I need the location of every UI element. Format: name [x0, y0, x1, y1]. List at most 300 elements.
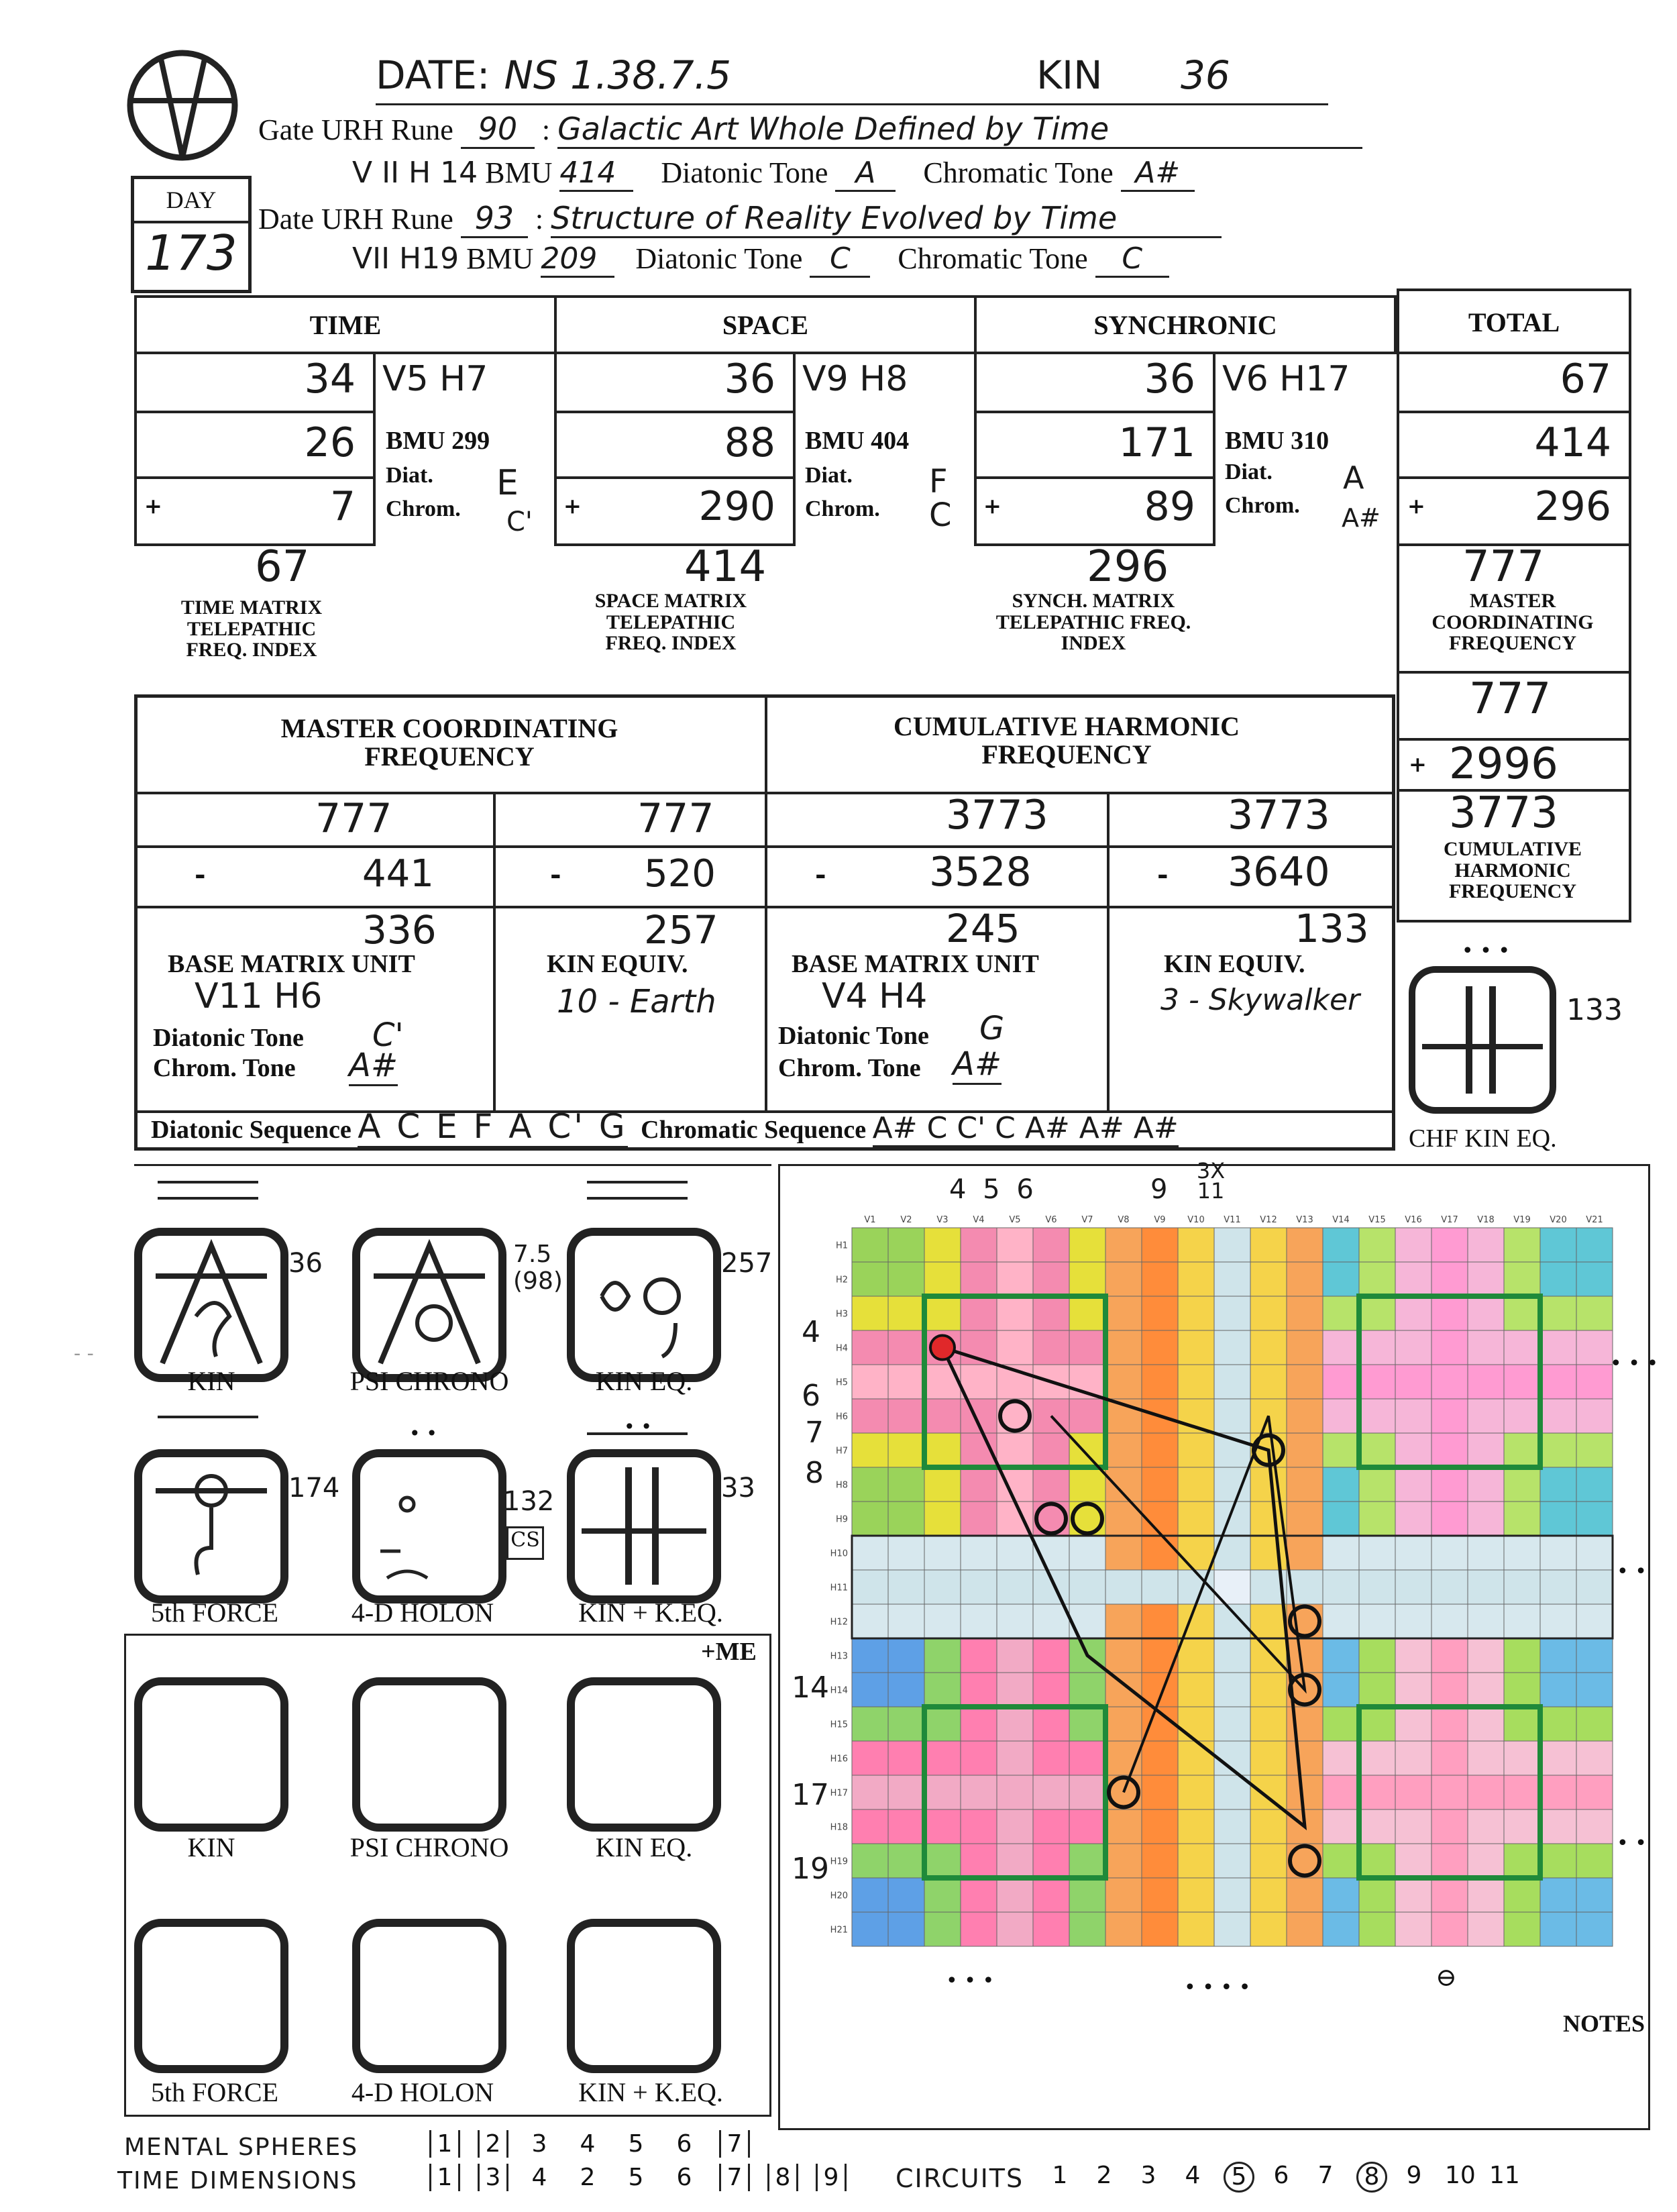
mcf-c0-res: 336 [362, 907, 437, 953]
cum-plus: + [1409, 751, 1427, 777]
kin-value: 36 [1181, 52, 1230, 98]
mcf-c2-chrom: A# [953, 1045, 1002, 1085]
grid-cell [1033, 1912, 1069, 1946]
circuit-number: 4 [1185, 2162, 1201, 2189]
grid-cell [1178, 1844, 1214, 1878]
grid-cell [1323, 1775, 1359, 1809]
grid-row-label: H20 [830, 1891, 848, 1901]
grid-cell [1178, 1741, 1214, 1775]
grid-cell [888, 1570, 924, 1604]
time-dimensions-label: TIME DIMENSIONS [117, 2167, 358, 2195]
grid-side-8: 8 [805, 1456, 824, 1490]
grid-cell [1431, 1365, 1468, 1399]
space-r1: 36 [724, 356, 775, 403]
circuit-number: 5 [1224, 2162, 1254, 2193]
grid-cell [1576, 1604, 1613, 1638]
grid-col-label: V13 [1296, 1215, 1313, 1225]
grid-cell [1540, 1707, 1576, 1741]
circuit-number: 8 [1356, 2162, 1387, 2193]
me-psi-chrono-box[interactable] [352, 1677, 506, 1832]
grid-cell [1323, 1262, 1359, 1296]
grid-cell [1105, 1844, 1142, 1878]
me-holon-box[interactable] [352, 1919, 506, 2073]
grid-cell [997, 1399, 1033, 1433]
grid-row-label: H8 [835, 1480, 848, 1491]
synch-diat-value: A [1343, 460, 1364, 496]
circuits-row [1046, 2162, 1556, 2195]
grid-side-19: 19 [792, 1852, 829, 1886]
mcf-c3-label: KIN EQUIV. [1164, 950, 1305, 978]
date-diat-value: C [810, 242, 870, 278]
space-diat-value: F [929, 463, 948, 501]
grid-cell [1504, 1536, 1540, 1570]
grid-cell [852, 1536, 888, 1570]
fifth-force-label: 5th FORCE [150, 1597, 279, 1628]
time-r2: 26 [304, 419, 356, 466]
mcf-c1-sub: 520 [644, 852, 716, 896]
grid-cell [1250, 1844, 1287, 1878]
grid-cell [1287, 1433, 1323, 1467]
grid-cell [1105, 1228, 1142, 1262]
grid-cell [1468, 1673, 1504, 1707]
kin-plus-keq-note: 33 [721, 1473, 755, 1504]
mental-number: 5 [628, 2130, 644, 2158]
mental-spheres-row [429, 2130, 778, 2164]
synch-r1: 36 [1144, 356, 1195, 403]
grid-cell [1142, 1330, 1178, 1365]
total-total: 777 [1462, 542, 1545, 592]
grid-cell [1033, 1330, 1069, 1365]
kin-eq-glyph [567, 1228, 721, 1382]
grid-cell [1468, 1638, 1504, 1673]
grid-side-4: 4 [802, 1315, 820, 1349]
chf-kin-glyph [1409, 966, 1556, 1114]
grid-cell [888, 1844, 924, 1878]
grid-row-label: H5 [835, 1377, 848, 1388]
grid-row-label: H18 [830, 1822, 848, 1833]
mcf-c2-diat-label: Diatonic Tone [778, 1022, 929, 1050]
grid-cell [1250, 1673, 1287, 1707]
grid-cell [1105, 1433, 1142, 1467]
grid-cell [1142, 1365, 1178, 1399]
mcf-c1-top: 777 [637, 795, 714, 842]
grid-cell [1142, 1604, 1178, 1638]
grid-col-label: V18 [1477, 1215, 1495, 1225]
gate-diat-label: Diatonic Tone [661, 156, 828, 189]
grid-cell [961, 1878, 997, 1912]
me-kin-eq-box[interactable] [567, 1677, 721, 1832]
date-bmu-label: BMU [466, 242, 534, 275]
grid-cell [1069, 1912, 1105, 1946]
grid-cell [1395, 1365, 1431, 1399]
synch-vh: V6 H17 [1222, 359, 1350, 399]
me-kin-plus-keq-box[interactable] [567, 1919, 721, 2073]
time-number: 8 [767, 2164, 798, 2191]
grid-cell [1468, 1433, 1504, 1467]
me-kin-label: KIN [187, 1832, 235, 1862]
grid-cell [1178, 1467, 1214, 1502]
grid-cell [1576, 1638, 1613, 1673]
grid-cell [1105, 1673, 1142, 1707]
grid-cell [888, 1638, 924, 1673]
grid-cell [1395, 1228, 1431, 1262]
mcf-c2-minus: - [815, 859, 826, 890]
grid-cell [1431, 1467, 1468, 1502]
grid-cell [1395, 1878, 1431, 1912]
grid-cell [1287, 1775, 1323, 1809]
grid-cell [1323, 1399, 1359, 1433]
grid-cell [1359, 1399, 1395, 1433]
time-number: 3 [478, 2164, 508, 2191]
grid-cell [1069, 1228, 1105, 1262]
notes-label: NOTES [1563, 2010, 1645, 2037]
grid-cell [1178, 1775, 1214, 1809]
grid-cell [1468, 1912, 1504, 1946]
psi-chrono-label: PSI CHRONO [349, 1366, 509, 1396]
time-chrom: Chrom. [386, 496, 461, 521]
grid-cell [1214, 1638, 1250, 1673]
mcf-c3-sub: 3640 [1228, 849, 1330, 896]
grid-cell [1178, 1433, 1214, 1467]
header-logo [124, 47, 241, 164]
time-r3: 7 [329, 483, 356, 530]
grid-cell [1504, 1638, 1540, 1673]
grid-cell [1250, 1775, 1287, 1809]
kin-seal-icon [142, 1236, 280, 1374]
grid-cell [1033, 1262, 1069, 1296]
grid-cell [997, 1262, 1033, 1296]
grid-cell [1431, 1570, 1468, 1604]
grid-cell [1468, 1878, 1504, 1912]
grid-cell [1431, 1399, 1468, 1433]
grid-cell [961, 1775, 997, 1809]
grid-cell [924, 1673, 961, 1707]
grid-col-label: V19 [1513, 1215, 1531, 1225]
kin-glyph [134, 1228, 288, 1382]
day-value: 173 [145, 225, 237, 281]
grid-side-14: 14 [792, 1671, 829, 1705]
grid-cell [997, 1604, 1033, 1638]
grid-cell [1323, 1228, 1359, 1262]
grid-cell [1142, 1296, 1178, 1330]
space-chrom: Chrom. [805, 496, 880, 521]
grid-cell [1069, 1570, 1105, 1604]
holon-glyph [352, 1449, 506, 1603]
grid-row-label: H16 [830, 1754, 848, 1765]
grid-cell [997, 1296, 1033, 1330]
grid-row-label: H11 [830, 1583, 848, 1593]
grid-cell [997, 1775, 1033, 1809]
grid-cell [1250, 1262, 1287, 1296]
grid-cell [1504, 1228, 1540, 1262]
grid-cell [1214, 1912, 1250, 1946]
grid-row-label: H6 [835, 1412, 848, 1422]
grid-cell [852, 1330, 888, 1365]
grid-cell [888, 1536, 924, 1570]
grid-cell [1540, 1570, 1576, 1604]
grid-cell [1033, 1467, 1069, 1502]
grid-col-label: V20 [1550, 1215, 1567, 1225]
grid-cell [888, 1673, 924, 1707]
grid-cell [852, 1365, 888, 1399]
me-fifth-force-box[interactable] [134, 1919, 288, 2073]
date-vh: VII H19 [352, 242, 459, 276]
time-total: 67 [255, 542, 310, 592]
grid-cell [1069, 1775, 1105, 1809]
grid-cell [1576, 1741, 1613, 1775]
mental-number: 7 [719, 2130, 750, 2158]
grid-cell [1431, 1296, 1468, 1330]
grid-cell [961, 1570, 997, 1604]
grid-cell [924, 1570, 961, 1604]
gate-diat-value: A [835, 156, 896, 192]
circuit-number: 11 [1489, 2162, 1520, 2189]
time-number: 7 [719, 2164, 750, 2191]
grid-cell [1069, 1399, 1105, 1433]
psi-chrono-glyph [352, 1228, 506, 1382]
grid-cell [1214, 1604, 1250, 1638]
mcf-c2-top: 3773 [946, 792, 1048, 839]
grid-side-17: 17 [792, 1778, 829, 1812]
mcf-c2-sub: 3528 [929, 849, 1032, 896]
grid-cell [1395, 1775, 1431, 1809]
synch-chrom: Chrom. [1225, 493, 1300, 518]
grid-cell [997, 1707, 1033, 1741]
triangle-logo-icon [124, 47, 241, 164]
grid-cell [1287, 1912, 1323, 1946]
grid-cell [852, 1433, 888, 1467]
grid-cell [1540, 1741, 1576, 1775]
grid-cell [1504, 1433, 1540, 1467]
grid-cell [1142, 1467, 1178, 1502]
gate-bmu-label: BMU [485, 156, 553, 189]
grid-cell [888, 1809, 924, 1844]
grid-cell [888, 1433, 924, 1467]
mcf-c1-minus: - [550, 859, 561, 890]
grid-cell [1287, 1467, 1323, 1502]
grid-cell [1504, 1467, 1540, 1502]
me-kin-box[interactable] [134, 1677, 288, 1832]
grid-cell [1033, 1741, 1069, 1775]
diatonic-seq-label: Diatonic Sequence [151, 1116, 351, 1144]
holon-figure-icon [360, 1457, 498, 1595]
mcf-c2-label: BASE MATRIX UNIT [792, 950, 1039, 978]
kin-note: 36 [288, 1248, 323, 1279]
matrix-header-total: TOTAL [1397, 288, 1631, 354]
grid-cell [1287, 1536, 1323, 1570]
grid-cell [1178, 1604, 1214, 1638]
me-psi-chrono-label: PSI CHRONO [349, 1832, 509, 1862]
cum-sum: 3773 [1449, 788, 1558, 838]
grid-row-label: H17 [830, 1788, 848, 1799]
grid-cell [1323, 1365, 1359, 1399]
grid-cell [1178, 1296, 1214, 1330]
grid-col-label: V2 [900, 1215, 912, 1225]
grid-cell [1287, 1296, 1323, 1330]
grid-cell [997, 1878, 1033, 1912]
mcf-c0-l2: V11 H6 [195, 976, 323, 1016]
circuit-number: 2 [1096, 2162, 1112, 2189]
grid-cell [1178, 1330, 1214, 1365]
grid-cell [1468, 1604, 1504, 1638]
grid-cell [997, 1330, 1033, 1365]
grid-cell [924, 1228, 961, 1262]
circuit-number: 10 [1445, 2162, 1476, 2189]
grid-cell [1069, 1604, 1105, 1638]
grid-cell [1395, 1467, 1431, 1502]
grid-cell [1504, 1399, 1540, 1433]
me-kin-eq-label: KIN EQ. [595, 1832, 693, 1862]
grid-cell [924, 1365, 961, 1399]
grid-cell [1323, 1296, 1359, 1330]
time-diat-value: E [496, 463, 519, 503]
grid-cell [852, 1467, 888, 1502]
grid-cell [888, 1604, 924, 1638]
grid-cell [1504, 1365, 1540, 1399]
grid-row-label: H2 [835, 1275, 848, 1285]
space-plus: + [563, 493, 582, 519]
grid-cell [1214, 1844, 1250, 1878]
grid-row-label: H13 [830, 1651, 848, 1662]
grid-cell [1323, 1502, 1359, 1536]
grid-row-label: H14 [830, 1685, 848, 1696]
grid-cell [1576, 1296, 1613, 1330]
grid-cell [1359, 1912, 1395, 1946]
grid-cell [1540, 1844, 1576, 1878]
grid-cell [1250, 1707, 1287, 1741]
grid-cell [924, 1296, 961, 1330]
grid-cell [1504, 1707, 1540, 1741]
grid-cell [961, 1467, 997, 1502]
grid-cell [924, 1467, 961, 1502]
grid-cell [961, 1536, 997, 1570]
grid-cell [1576, 1467, 1613, 1502]
grid-cell [1431, 1433, 1468, 1467]
grid-cell [1105, 1536, 1142, 1570]
grid-cell [1250, 1878, 1287, 1912]
grid-cell [1359, 1604, 1395, 1638]
grid-cell [1468, 1502, 1504, 1536]
grid-cell [1431, 1330, 1468, 1365]
grid-cell [961, 1912, 997, 1946]
date-chrom-value: C [1095, 242, 1169, 278]
grid-cell [1214, 1809, 1250, 1844]
grid-top-numbers: 4 5 6 [949, 1174, 1038, 1205]
space-total: 414 [684, 542, 767, 592]
grid-cell [1431, 1844, 1468, 1878]
grid-cell [1178, 1673, 1214, 1707]
grid-cell [1359, 1433, 1395, 1467]
grid-cell [1576, 1570, 1613, 1604]
grid-cell [1431, 1878, 1468, 1912]
synch-plus: + [983, 493, 1002, 519]
grid-cell [1576, 1399, 1613, 1433]
eleven-dots-bars-icon [1415, 973, 1550, 1107]
grid-cell [1287, 1399, 1323, 1433]
grid-cell [1069, 1673, 1105, 1707]
sequence-line [151, 1107, 1392, 1147]
grid-cell [852, 1399, 888, 1433]
grid-cell [1359, 1673, 1395, 1707]
gate-rune-line: Gate URH Rune 90 : Galactic Art Whole Defined by Time [258, 111, 1546, 154]
grid-cell [1395, 1536, 1431, 1570]
grid-cell [1323, 1467, 1359, 1502]
grid-col-label: V12 [1260, 1215, 1277, 1225]
grid-cell [1178, 1502, 1214, 1536]
grid-cell [997, 1570, 1033, 1604]
grid-cell [1105, 1262, 1142, 1296]
grid-cell [924, 1638, 961, 1673]
grid-cell [1395, 1502, 1431, 1536]
kin-eq-seal-icon [575, 1236, 713, 1374]
grid-cell [997, 1638, 1033, 1673]
grid-cell [1105, 1638, 1142, 1673]
grid-cell [1395, 1262, 1431, 1296]
grid-cell [852, 1638, 888, 1673]
fifth-force-glyph [134, 1449, 288, 1603]
grid-cell [888, 1330, 924, 1365]
grid-cell [1576, 1673, 1613, 1707]
me-label: +ME [701, 1638, 757, 1666]
grid-cell [1359, 1775, 1395, 1809]
space-r3: 290 [698, 483, 775, 530]
grid-cell [1287, 1228, 1323, 1262]
grid-cell [1395, 1399, 1431, 1433]
grid-cell [852, 1502, 888, 1536]
mental-number: 1 [429, 2130, 460, 2158]
grid-cell [1069, 1809, 1105, 1844]
grid-cell [852, 1809, 888, 1844]
grid-cell [1576, 1536, 1613, 1570]
grid-cell [852, 1775, 888, 1809]
grid-cell [1540, 1673, 1576, 1707]
time-number: 2 [580, 2164, 596, 2191]
grid-cell [1431, 1809, 1468, 1844]
me-kin-plus-keq-label: KIN + K.EQ. [578, 2077, 723, 2107]
time-r1: 34 [304, 356, 356, 403]
grid-cell [924, 1912, 961, 1946]
grid-cell [1105, 1912, 1142, 1946]
gate-rune-text: Galactic Art Whole Defined by Time [557, 111, 1362, 149]
mcf-c1-res: 257 [644, 907, 718, 953]
gate-chrom-label: Chromatic Tone [923, 156, 1114, 189]
grid-cell [1540, 1638, 1576, 1673]
cum-b: 2996 [1449, 739, 1558, 789]
mental-spheres-label: MENTAL SPHERES [124, 2134, 359, 2161]
grid-cell [852, 1673, 888, 1707]
grid-cell [1468, 1399, 1504, 1433]
grid-cell [888, 1502, 924, 1536]
time-number: 5 [628, 2164, 644, 2191]
synch-r3: 89 [1144, 483, 1195, 530]
grid-col-label: V4 [973, 1215, 985, 1225]
grid-col-label: V17 [1441, 1215, 1458, 1225]
gate-tone-line [352, 156, 1493, 199]
mcf-c3-top: 3773 [1228, 792, 1330, 839]
grid-cell [1250, 1638, 1287, 1673]
grid-cell [961, 1228, 997, 1262]
grid-cell [1323, 1536, 1359, 1570]
synch-caption: SYNCH. MATRIX TELEPATHIC FREQ. INDEX [995, 590, 1191, 654]
total-caption: MASTER COORDINATING FREQUENCY [1431, 590, 1594, 654]
grid-cell [888, 1912, 924, 1946]
space-caption: SPACE MATRIX TELEPATHIC FREQ. INDEX [594, 590, 747, 654]
date-rune-number: 93 [461, 200, 528, 238]
space-r2: 88 [724, 419, 775, 466]
grid-cell [1105, 1707, 1142, 1741]
grid-cell [1576, 1433, 1613, 1467]
grid-cell [1504, 1570, 1540, 1604]
